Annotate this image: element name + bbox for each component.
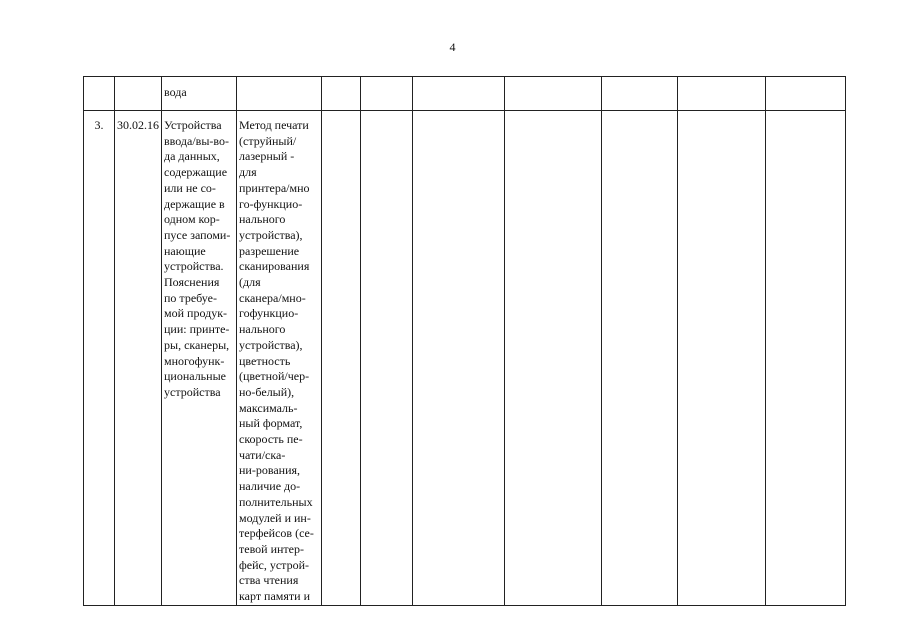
text-line: пусе запоми-: [164, 227, 231, 242]
text-line: полнительных: [239, 494, 313, 509]
text-line: сканирования: [239, 259, 310, 274]
cell-empty: [322, 111, 361, 606]
cell-code: [115, 77, 162, 111]
table-row-continuation: [84, 77, 846, 111]
cell-number: [84, 77, 115, 111]
text-line: устройства.: [164, 259, 224, 274]
cell-name: вода: [162, 77, 237, 111]
text-line: ный формат,: [239, 416, 303, 431]
text-line: максималь-: [239, 400, 298, 415]
text-line: или не со-: [164, 180, 216, 195]
cell-empty: [361, 111, 413, 606]
cell-characteristics: [237, 77, 322, 111]
text-line: Устройства: [164, 118, 222, 132]
text-line: ввода/вы-во-: [164, 133, 229, 148]
cell-empty: [766, 77, 846, 111]
text-line: ства чтения: [239, 573, 299, 588]
name-lines: [164, 118, 234, 401]
text-line: устройства),: [239, 337, 303, 352]
text-line: содержащие: [164, 165, 228, 180]
text-line: ры, сканеры,: [164, 337, 230, 352]
cell-empty: [505, 111, 602, 606]
text-line: принтера/мно: [239, 180, 310, 195]
text-line: устройства),: [239, 227, 303, 242]
text-line: го-функцио-: [239, 196, 303, 211]
document-table: [83, 76, 846, 606]
text-line: сканера/мно-: [239, 290, 306, 305]
text-line: чати/ска-: [239, 447, 286, 462]
text-line: терфейсов (се-: [239, 526, 314, 541]
cell-empty: [505, 77, 602, 111]
cell-code: 30.02.16: [115, 111, 162, 606]
text-line: скорость пе-: [239, 432, 303, 447]
text-line: Метод печати: [239, 118, 309, 132]
text-line: (для: [239, 275, 261, 290]
text-line: гофункцио-: [239, 306, 299, 321]
text-line: карт памяти и: [239, 589, 311, 604]
text-line: тевой интер-: [239, 541, 304, 556]
text-line: да данных,: [164, 149, 220, 164]
table-row: [84, 111, 846, 606]
text-line: (цветной/чер-: [239, 369, 310, 384]
characteristics-lines: [239, 118, 319, 605]
text-line: лазерный -: [239, 149, 295, 164]
text-line: наличие до-: [239, 479, 301, 494]
text-line: ни-рования,: [239, 463, 301, 478]
cell-empty: [413, 111, 505, 606]
text-line: но-белый),: [239, 384, 295, 399]
cell-empty: [766, 111, 846, 606]
cell-characteristics: [237, 111, 322, 606]
text-line: циональные: [164, 369, 226, 384]
text-line: нального: [239, 322, 286, 337]
text-line: нающие: [164, 243, 206, 258]
text-line: одном кор-: [164, 212, 220, 227]
text-line: многофунк-: [164, 353, 225, 368]
text-line: цветность: [239, 353, 291, 368]
text-line: ции: принте-: [164, 322, 230, 337]
page-number: 4: [449, 40, 456, 54]
text-line: для: [239, 165, 257, 180]
text-line: нального: [239, 212, 286, 227]
text-line: держащие в: [164, 196, 225, 211]
cell-empty: [322, 77, 361, 111]
text-line: Пояснения: [164, 275, 220, 290]
text-line: разрешение: [239, 243, 300, 258]
cell-empty: [602, 111, 678, 606]
cell-name: [162, 111, 237, 606]
text-line: модулей и ин-: [239, 510, 311, 525]
text-line: устройства: [164, 384, 221, 399]
cell-empty: [361, 77, 413, 111]
cell-empty: [413, 77, 505, 111]
text-line: (струйный/: [239, 133, 297, 148]
cell-empty: [678, 77, 766, 111]
text-line: по требуе-: [164, 290, 217, 305]
cell-empty: [678, 111, 766, 606]
cell-number: 3.: [84, 111, 115, 606]
text-line: фейс, устрой-: [239, 557, 309, 572]
cell-empty: [602, 77, 678, 111]
text-line: мой продук-: [164, 306, 228, 321]
